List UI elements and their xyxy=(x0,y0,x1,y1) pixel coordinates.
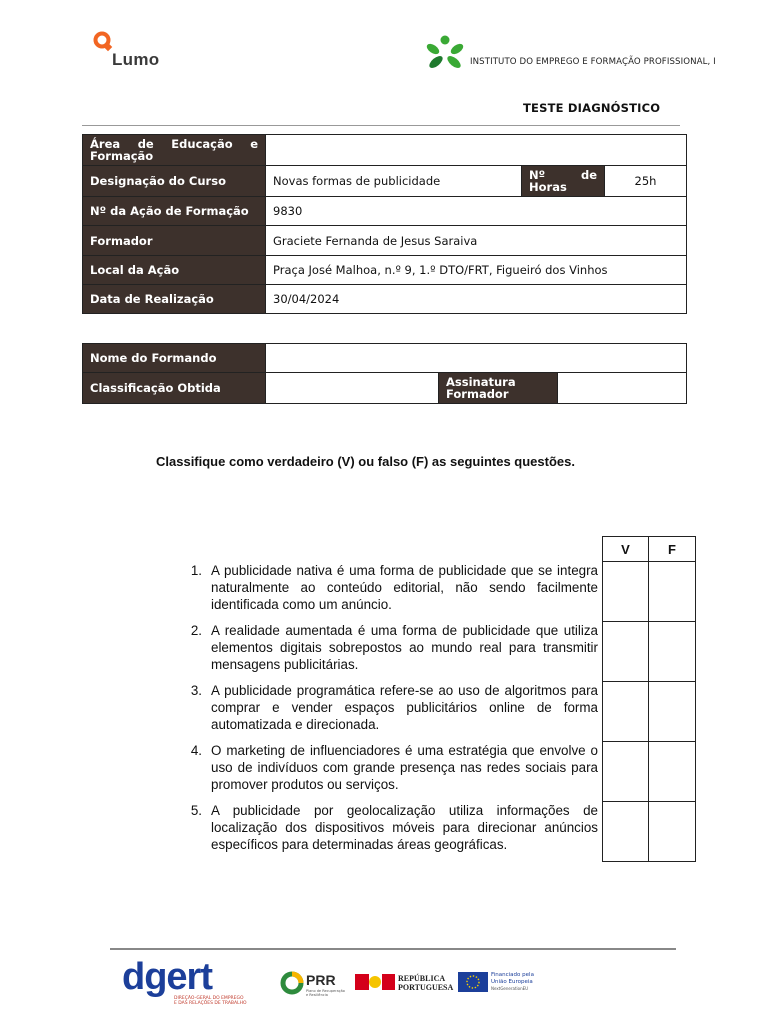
table-row xyxy=(83,197,687,226)
prr-subtitle-2: e Resiliência xyxy=(306,993,328,997)
lumo-logo-text: Lumo xyxy=(112,50,160,69)
question-text: A publicidade programática refere-se ao uso de algoritmos para comprar e vender espaços publicitários online de forma automatizada e direcionada. xyxy=(211,683,598,732)
area-label: Área de Educação e Formação xyxy=(83,135,266,166)
signature-field[interactable] xyxy=(558,373,687,404)
area-value[interactable] xyxy=(266,135,687,166)
student-name-field[interactable] xyxy=(266,344,687,373)
hours-label: Nº de Horas xyxy=(522,166,605,197)
question-text: O marketing de influenciadores é uma estratégia que envolve o uso de indivíduos com grande presença nas redes sociais para promover produtos ou serviços. xyxy=(211,743,598,792)
question-number: 3. xyxy=(190,683,202,698)
iefp-logo-text: INSTITUTO DO EMPREGO E FORMAÇÃO PROFISSIONAL, I xyxy=(470,57,716,67)
table-row xyxy=(603,682,696,742)
iefp-logo-icon xyxy=(426,35,464,69)
question-4 xyxy=(182,742,598,793)
action-label: Nº da Ação de Formação xyxy=(83,197,266,226)
table-row xyxy=(83,256,687,285)
republica-text-1: REPÚBLICA xyxy=(398,974,446,983)
eu-funding-logo xyxy=(458,971,548,995)
table-row xyxy=(83,226,687,256)
answer-grid xyxy=(602,536,696,862)
table-row xyxy=(83,166,687,197)
answer-cell-v[interactable] xyxy=(603,682,649,742)
answer-cell-f[interactable] xyxy=(649,682,696,742)
question-text: A publicidade por geolocalização utiliza informações de localização dos dispositivos móveis para direcionar anúncios específicos para determinadas áreas geográficas. xyxy=(211,803,598,852)
portugal-flag-icon xyxy=(355,974,395,990)
answer-cell-v[interactable] xyxy=(603,802,649,862)
answer-cell-v[interactable] xyxy=(603,562,649,622)
signature-label: Assinatura Formador xyxy=(439,373,558,404)
course-label: Designação do Curso xyxy=(83,166,266,197)
iefp-logo xyxy=(426,35,716,71)
republica-portuguesa-logo xyxy=(355,972,455,996)
prr-logo xyxy=(280,971,350,997)
answer-cell-f[interactable] xyxy=(649,562,696,622)
question-number: 5. xyxy=(190,803,202,818)
true-column-header: V xyxy=(603,537,649,562)
prr-logo-text: PRR xyxy=(306,972,336,988)
answer-cell-f[interactable] xyxy=(649,622,696,682)
dgert-logo xyxy=(122,956,247,1008)
answer-cell-f[interactable] xyxy=(649,742,696,802)
question-2 xyxy=(182,622,598,673)
table-row xyxy=(83,344,687,373)
action-value: 9830 xyxy=(266,197,687,226)
table-row xyxy=(83,285,687,314)
republica-text-2: PORTUGUESA xyxy=(398,983,454,992)
date-value: 30/04/2024 xyxy=(266,285,687,314)
question-1 xyxy=(182,562,598,613)
student-info-table xyxy=(82,343,687,404)
location-value: Praça José Malhoa, n.º 9, 1.º DTO/FRT, Figueiró dos Vinhos xyxy=(266,256,687,285)
dgert-subtitle-2: E DAS RELAÇÕES DE TRABALHO xyxy=(174,1001,247,1006)
eu-text-3: NextGenerationEU xyxy=(491,986,529,991)
date-label: Data de Realização xyxy=(83,285,266,314)
header-divider xyxy=(82,125,680,126)
lumo-logo-icon xyxy=(92,30,114,52)
eu-text-1: Financiado pela xyxy=(491,972,534,978)
table-row xyxy=(603,562,696,622)
eu-text-2: União Europeia xyxy=(491,979,533,985)
question-number: 4. xyxy=(190,743,202,758)
eu-flag-icon xyxy=(458,972,488,992)
location-label: Local da Ação xyxy=(83,256,266,285)
answer-cell-v[interactable] xyxy=(603,622,649,682)
answer-cell-v[interactable] xyxy=(603,742,649,802)
question-text: A publicidade nativa é uma forma de publicidade que se integra naturalmente ao conteúdo editorial, não sendo facilmente identificada como um anúncio. xyxy=(211,563,598,612)
student-name-label: Nome do Formando xyxy=(83,344,266,373)
table-row xyxy=(603,742,696,802)
table-row xyxy=(83,135,687,166)
dgert-subtitle-1: DIREÇÃO-GERAL DO EMPREGO xyxy=(174,996,244,1001)
prr-logo-icon xyxy=(280,971,304,995)
instructions: Classifique como verdadeiro (V) ou falso (F) as seguintes questões. xyxy=(156,454,575,469)
answer-grid-header xyxy=(603,537,696,562)
trainer-value: Graciete Fernanda de Jesus Saraiva xyxy=(266,226,687,256)
table-row xyxy=(83,373,687,404)
question-number: 2. xyxy=(190,623,202,638)
question-number: 1. xyxy=(190,563,202,578)
lumo-logo xyxy=(92,30,172,70)
question-5 xyxy=(182,802,598,853)
grade-label: Classificação Obtida xyxy=(83,373,266,404)
answer-cell-f[interactable] xyxy=(649,802,696,862)
course-info-table xyxy=(82,134,687,314)
course-value: Novas formas de publicidade xyxy=(266,166,522,197)
footer-divider xyxy=(110,948,676,950)
prr-subtitle-1: Plano de Recuperação xyxy=(306,989,345,993)
question-text: A realidade aumentada é uma forma de publicidade que utiliza elementos digitais sobrepostos ao mundo real para transmitir mensagens publicitárias. xyxy=(211,623,598,672)
false-column-header: F xyxy=(649,537,696,562)
table-row xyxy=(603,622,696,682)
document-title: TESTE DIAGNÓSTICO xyxy=(523,101,661,115)
trainer-label: Formador xyxy=(83,226,266,256)
hours-value: 25h xyxy=(605,166,687,197)
question-3 xyxy=(182,682,598,733)
table-row xyxy=(603,802,696,862)
grade-field[interactable] xyxy=(266,373,439,404)
dgert-logo-text: dgert xyxy=(122,956,212,998)
